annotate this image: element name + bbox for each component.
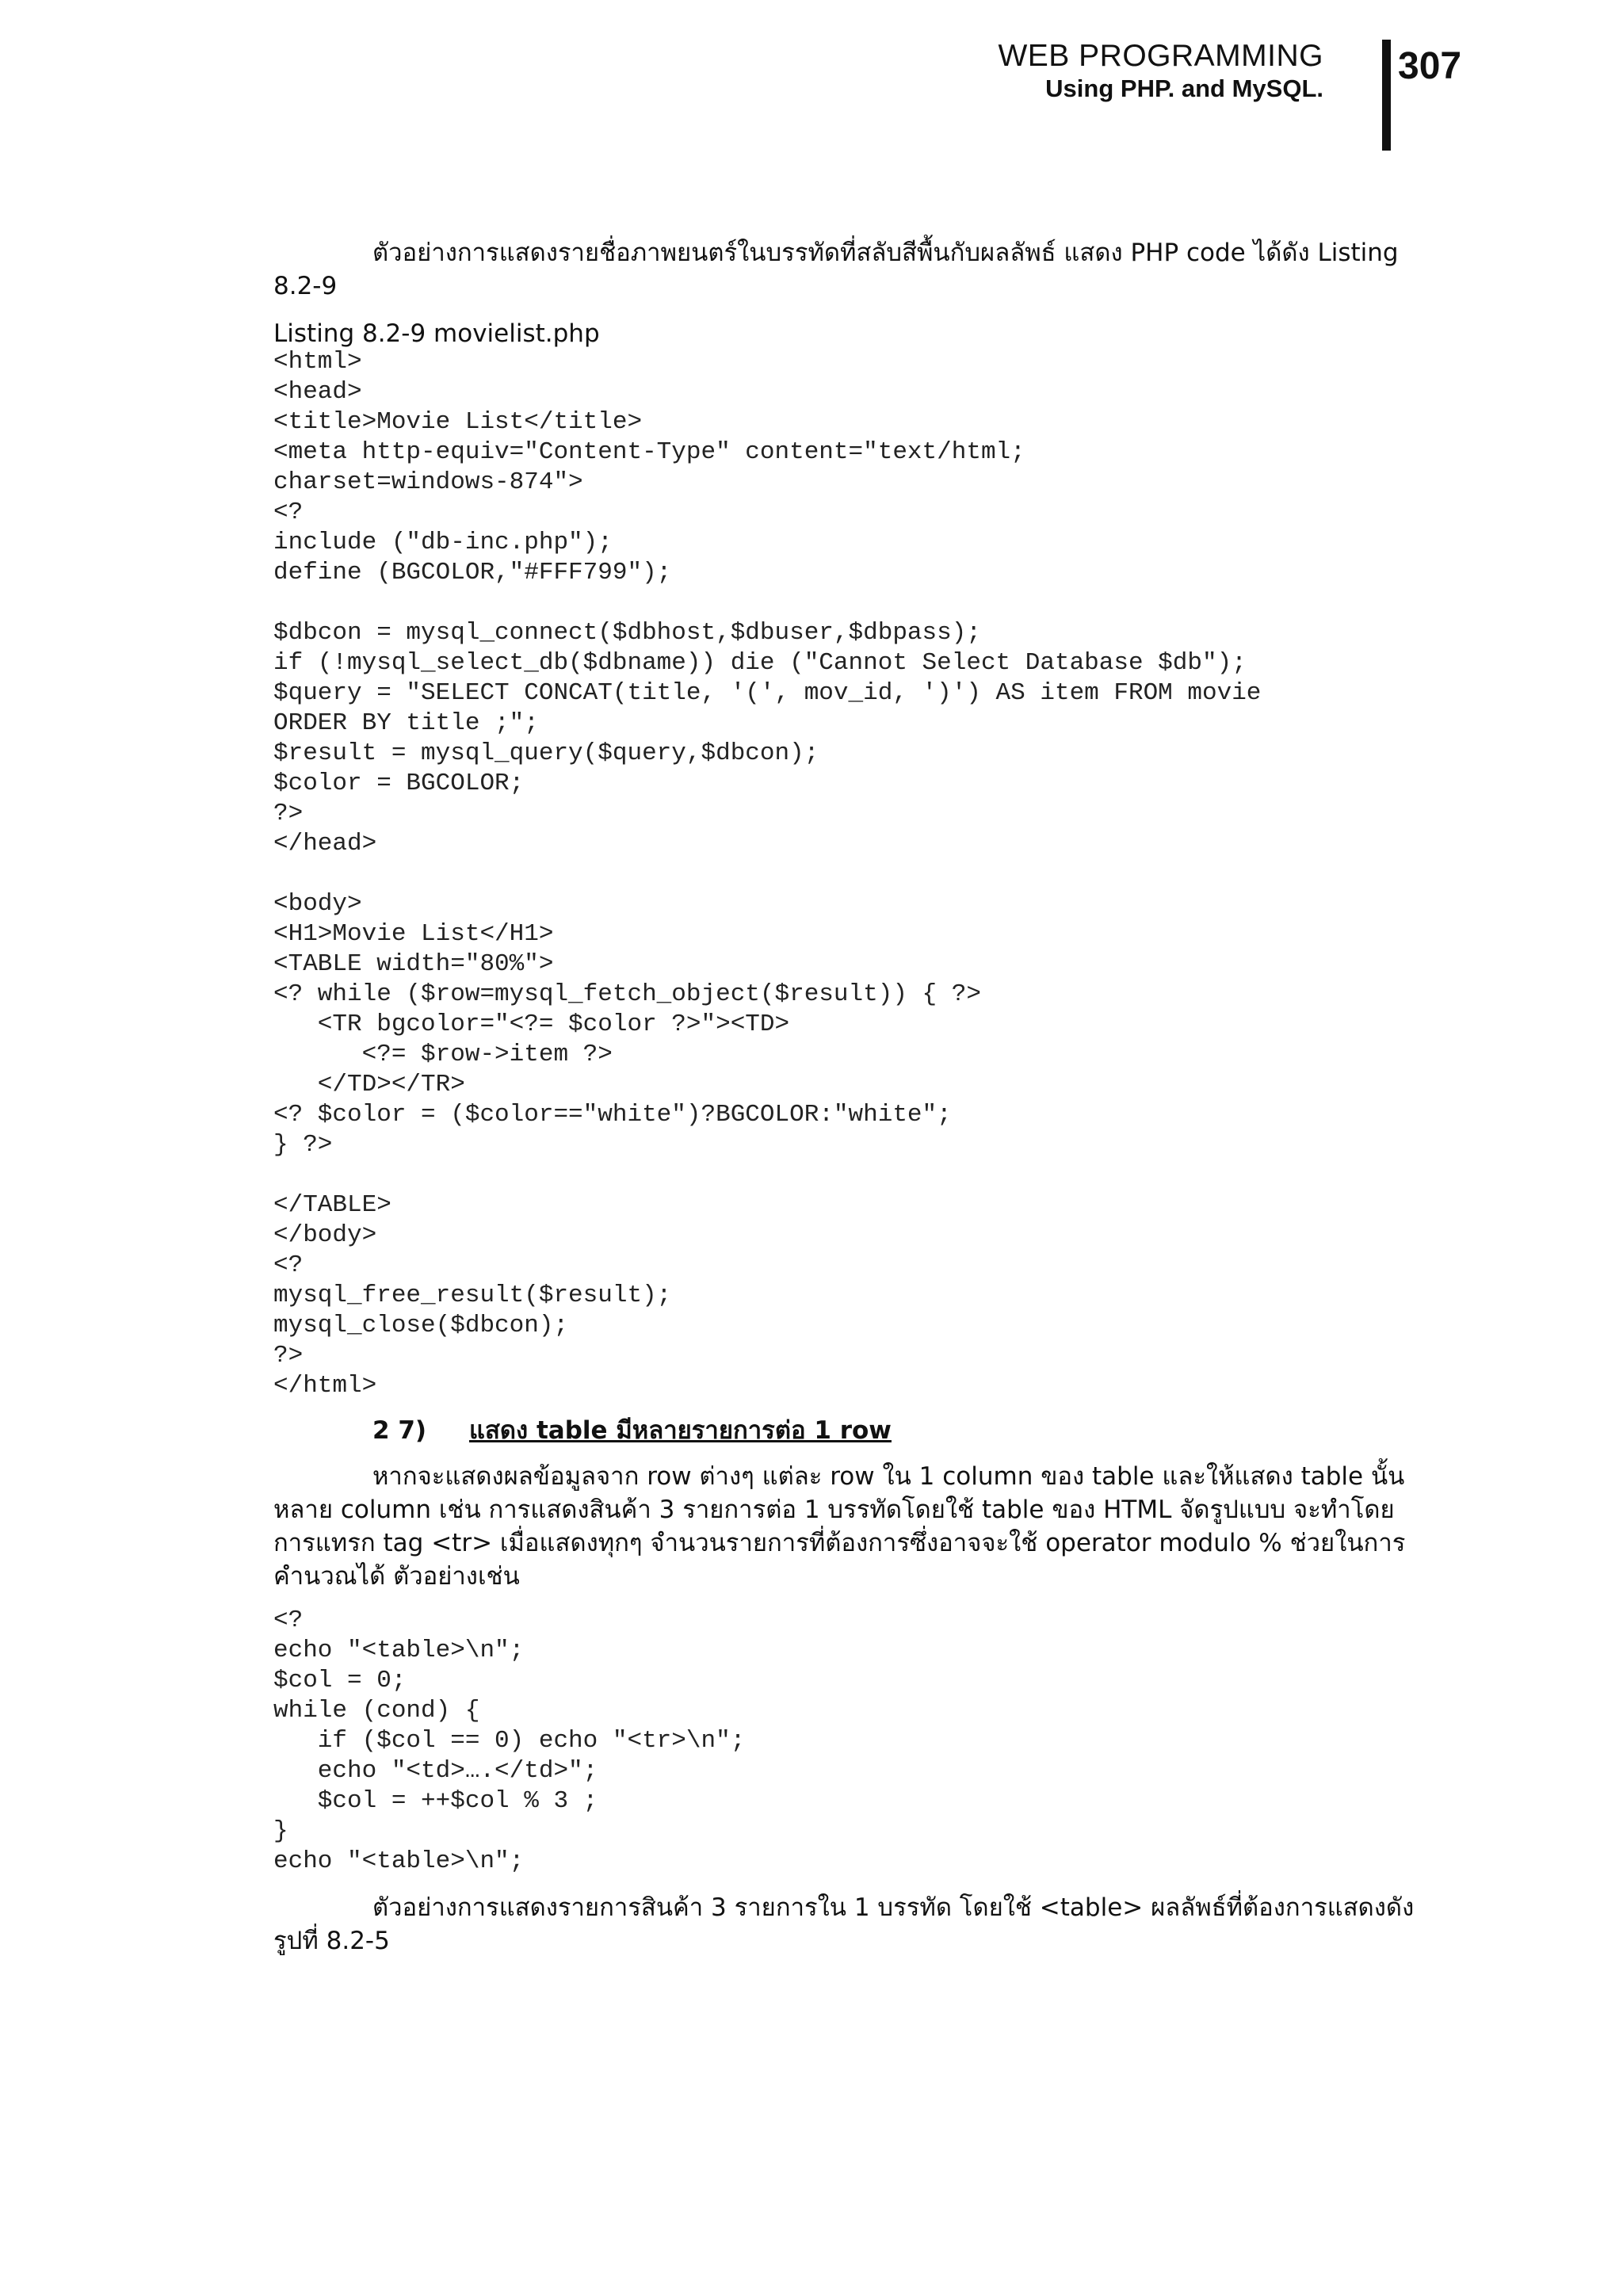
header-subtitle: Using PHP. and MySQL. [1045,74,1323,102]
header-title: WEB PROGRAMMING [998,39,1323,73]
intro-paragraph [273,236,1415,303]
code-example: <? echo "<table>\n"; $col = 0; while (cond) { if ($col == 0) echo "<tr>\n"; echo "<td>….</td>"; $col = ++$col % 3 ; } echo "<table>\n"; [273,1606,746,1875]
body-paragraph-text: หากจะแสดงผลข้อมูลจาก row ต่างๆ แต่ละ row ใน 1 column ของ table และให้แสดง table นั้นหลาย column เช่น การแสดงสินค้า 3 รายการต่อ 1 บรรทัดโดยใช้ table ของ HTML จัดรูปแบบ จะทำโดยการแทรก tag <tr> เมื่อแสดงทุกๆ จำนวนรายการที่ต้องการซึ่งอาจจะใช้ operator modulo % ช่วยในการคำนวณได้ ตัวอย่างเช่น [273,1462,1406,1591]
running-header [998,38,1323,103]
section-number: 2 7) [372,1416,427,1445]
page-number: 307 [1398,45,1462,87]
closing-paragraph [273,1891,1415,1958]
closing-text: ตัวอย่างการแสดงรายการสินค้า 3 รายการใน 1 บรรทัด โดยใช้ <table> ผลลัพธ์ที่ต้องการแสดงดังรูปที่ 8.2-5 [273,1893,1415,1955]
body-paragraph [273,1460,1415,1593]
section-title: แสดง table มีหลายรายการต่อ 1 row [469,1416,892,1445]
intro-text: ตัวอย่างการแสดงรายชื่อภาพยนตร์ในบรรทัดที่สลับสีพื้นกับผลลัพธ์ แสดง PHP code ได้ดัง Listing 8.2-9 [273,239,1399,300]
listing-caption: Listing 8.2-9 movielist.php [273,319,600,348]
header-divider [1382,40,1391,151]
section-heading [372,1414,892,1447]
code-listing: <html> <head> <title>Movie List</title> <meta http-equiv="Content-Type" content="text/html; charset=windows-874"> <? include ("db-inc.php"); define (BGCOLOR,"#FFF799"); $dbcon = mysql_connect($dbhost,$dbuser,$dbpass); if (!mysql_select_db($dbname)) die ("Cannot Select Database $db"); $query = "SELECT CONCAT(title, '(', mov_id, ')') AS item FROM movie ORDER BY title ;"; $result = mysql_query($query,$dbcon); $color = BGCOLOR; ?> </head> <body> <H1>Movie List</H1> <TABLE width="80%"> <? while ($row=mysql_fetch_object($result)) { ?> <TR bgcolor="<?= $color ?>"><TD> <?= $row->item ?> </TD></TR> <? $color = ($color=="white")?BGCOLOR:"white"; } ?> </TABLE> </body> <? mysql_free_result($result); mysql_close($dbcon); ?> </html> [273,348,1262,1400]
